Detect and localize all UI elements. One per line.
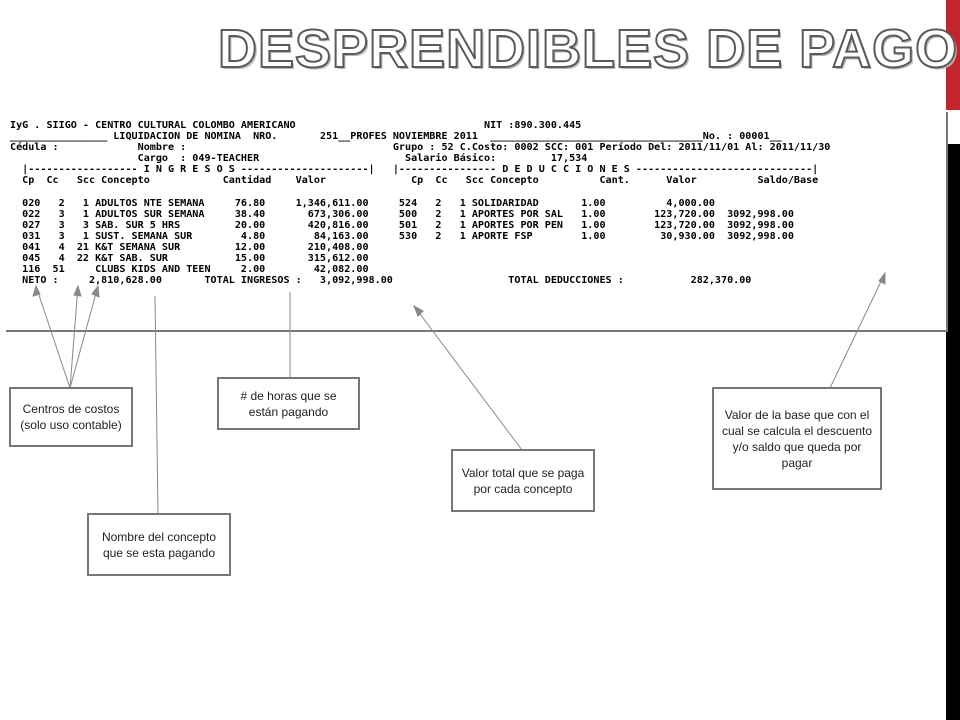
header-line-1: IyG . SIIGO - CENTRO CULTURAL COLOMBO AMERICANO NIT :890.300.445 — [10, 120, 582, 131]
slide-title: DESPRENDIBLES DE PAGO — [218, 19, 959, 79]
callout-nombre: Nombre del concepto que se esta pagando — [87, 513, 231, 576]
table-row: 027 3 3 SAB. SUR 5 HRS 20.00 420,816.00 501 2 1 APORTES POR PEN 1.00 123,720.00 3092,998.00 — [10, 219, 794, 231]
table-row: 116 51 CLUBS KIDS AND TEEN 2.00 42,082.00 — [10, 264, 369, 276]
header-line-3: Cédula : Nombre : Grupo : 52 C.Costo: 0002 SCC: 001 Período Del: 2011/11/01 Al: 2011/11/30 — [10, 142, 831, 154]
column-header: Cp Cc Scc Concepto Cantidad Valor Cp Cc Scc Concepto Cant. Valor Saldo/Base — [10, 175, 819, 187]
header-line-4: Cargo : 049-TEACHER Salario Básico: 17,534 — [10, 153, 588, 165]
section-line: |------------------ I N G R E S O S ---------------------| |---------------- D E D U C C I O N E S -----------------------------| — [10, 164, 819, 176]
callout-valor-total: Valor total que se paga por cada concepto — [451, 449, 595, 512]
header-line-2: ________________ LIQUIDACION DE NOMINA NRO. 251__PROFES NOVIEMBRE 2011 ___________________________________No. : 00001__ — [10, 131, 782, 143]
callout-horas: # de horas que se están pagando — [217, 377, 360, 430]
total-line: NETO : 2,810,628.00 TOTAL INGRESOS : 3,092,998.00 TOTAL DEDUCCIONES : 282,370.00 — [10, 275, 752, 287]
callout-base: Valor de la base que con el cual se calcula el descuento y/o saldo que queda por pagar — [712, 387, 882, 490]
callout-centros: Centros de costos (solo uso contable) — [9, 387, 133, 447]
accent-bar-black — [946, 144, 960, 720]
table-row: 045 4 22 K&T SAB. SUR 15.00 315,612.00 — [10, 253, 369, 265]
payslip-document — [6, 112, 948, 332]
accent-bar-gap — [946, 110, 960, 144]
table-row: 020 2 1 ADULTOS NTE SEMANA 76.80 1,346,611.00 524 2 1 SOLIDARIDAD 1.00 4,000.00 — [10, 197, 715, 209]
table-row: 041 4 21 K&T SEMANA SUR 12.00 210,408.00 — [10, 242, 369, 254]
payslip-text — [10, 120, 830, 286]
table-row: 031 3 1 SUST. SEMANA SUR 4.80 84,163.00 530 2 1 APORTE FSP 1.00 30,930.00 3092,998.00 — [10, 230, 794, 242]
table-row: 022 3 1 ADULTOS SUR SEMANA 38.40 673,306.00 500 2 1 APORTES POR SAL 1.00 123,720.00 3092,998.00 — [10, 208, 794, 220]
